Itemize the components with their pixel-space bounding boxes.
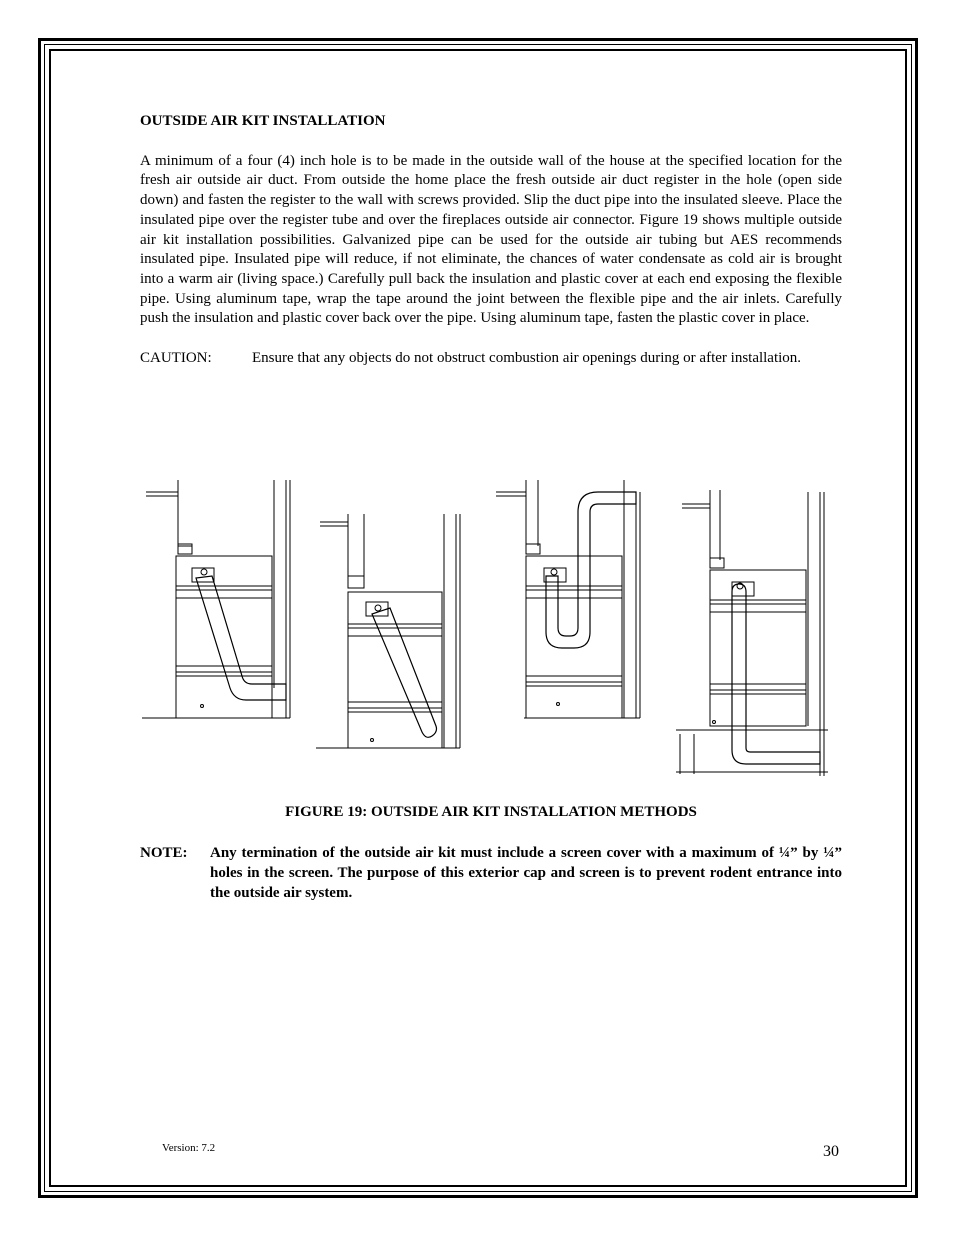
caution-text: Ensure that any objects do not obstruct combustion air openings during or after installation. xyxy=(252,350,802,367)
installation-paragraph: A minimum of a four (4) inch hole is to be made in the outside wall of the house at the specified location for the fresh air outside air duct. From outside the home place the fresh outside air duct register in the hole (open side down) and fasten the register to the wall with screws provided. Slip the duct pipe into the insulated sleeve. Place the insulated pipe over the register tube and over the fireplaces outside air connector. Figure 19 shows multiple outside air kit installation possibilities. Galvanized pipe can be used for the outside air tubing but AES recommends insulated pipe. Insulated pipe will reduce, if not eliminate, the chances of water condensate as cold air is brought into a warm air (living space.) Carefully pull back the insulation and plastic cover at each end exposing the flexible pipe. Using aluminum tape, wrap the tape around the joint between the flexible pipe and the air inlets. Carefully push the insulation and plastic cover back over the pipe. Using aluminum tape, fasten the plastic cover in place. xyxy=(140,152,842,327)
drawing-3 xyxy=(496,480,640,718)
main-content xyxy=(140,112,842,369)
note-block xyxy=(140,844,842,903)
caution-label: CAUTION: xyxy=(140,350,212,367)
drawing-2 xyxy=(316,514,460,748)
note-text: Any termination of the outside air kit must include a screen cover with a maximum of ¼” by ¼” holes in the screen. The purpose of this exterior cap and screen is to prevent rodent entrance into the outside air system. xyxy=(210,845,842,901)
note-label: NOTE: xyxy=(140,845,188,861)
outside-air-kit-drawings xyxy=(140,476,840,776)
drawing-4 xyxy=(676,490,828,776)
section-heading: OUTSIDE AIR KIT INSTALLATION xyxy=(140,113,386,129)
version-label: Version: 7.2 xyxy=(162,1142,216,1154)
figure-19-diagram xyxy=(140,476,840,776)
page-number: 30 xyxy=(823,1143,839,1160)
caution-block xyxy=(140,349,842,369)
drawing-1 xyxy=(142,480,290,718)
figure-caption: FIGURE 19: OUTSIDE AIR KIT INSTALLATION METHODS xyxy=(285,804,697,820)
